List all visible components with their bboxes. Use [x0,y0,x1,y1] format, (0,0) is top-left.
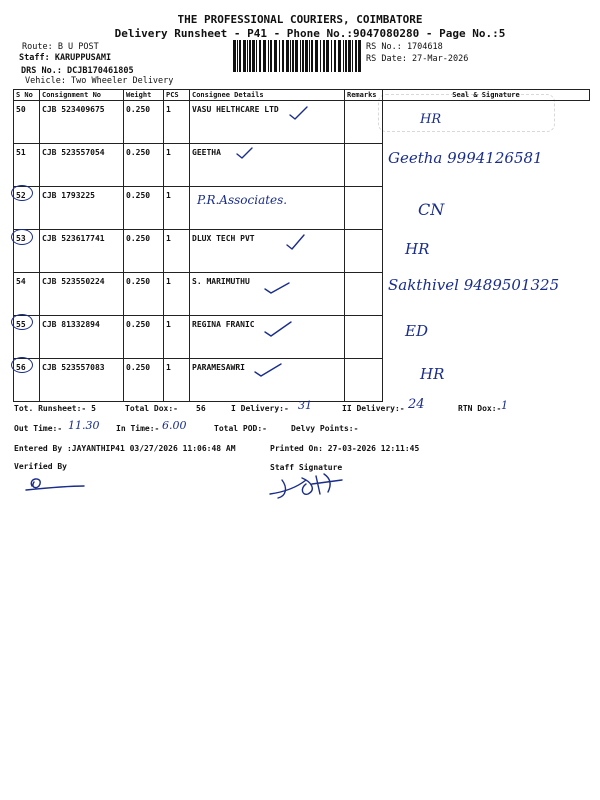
pcs-cell: 1 [164,230,190,273]
sno-cell: 56 [14,359,40,402]
handwritten-consignee: P.R.Associates. [197,193,288,207]
consignment-cell: CJB 523557083 [40,359,124,402]
rtn-dox-label: RTN Dox:- [458,404,502,413]
consignment-cell: CJB 523617741 [40,230,124,273]
sno-cell: 54 [14,273,40,316]
consignee-cell: PARAMESAWRI [190,359,345,402]
drs-number: DRS No.: DCJB170461805 [21,66,134,76]
runsheet-title: Delivery Runsheet - P41 - Phone No.:9047080280 - Page No.:5 [114,27,506,40]
col-signature: Seal & Signature [383,90,590,101]
total-pod-label: Total POD:- [214,424,267,433]
pcs-cell: 1 [164,316,190,359]
verified-by-label: Verified By [14,462,67,471]
pcs-cell: 1 [164,101,190,144]
weight-cell: 0.250 [124,187,164,230]
staff-label: Staff: KARUPPUSAMI [19,53,112,63]
tick-mark-row-51 [237,148,252,158]
col-remarks: Remarks [345,90,383,101]
col-pcs: PCS [164,90,190,101]
consignment-cell: CJB 523557054 [40,144,124,187]
delvy-points-label: Delvy Points:- [291,424,359,433]
pcs-cell: 1 [164,187,190,230]
consignee-cell: REGINA FRANIC [190,316,345,359]
consignee-cell: GEETHA [190,144,345,187]
sno-cell: 52 [14,187,40,230]
weight-cell: 0.250 [124,316,164,359]
weight-cell: 0.250 [124,101,164,144]
tick-mark-row-54 [265,283,289,293]
entered-by: Entered By :JAYANTHIP41 03/27/2026 11:06:48 AM [14,444,236,453]
total-runsheet: Tot. Runsheet:- 5 [14,404,96,413]
i-delivery-label: I Delivery:- [231,404,289,413]
company-name: THE PROFESSIONAL COURIERS, COIMBATORE [177,13,423,26]
consignment-cell: CJB 1793225 [40,187,124,230]
signature-row-55: ED [405,322,428,340]
rs-date: RS Date: 27-Mar-2026 [366,54,469,64]
col-consignment: Consignment No [40,90,124,101]
col-weight: Weight [124,90,164,101]
in-time-value: 6.00 [162,419,187,432]
ii-delivery-value: 24 [408,397,425,412]
sno-cell: 53 [14,230,40,273]
weight-cell: 0.250 [124,273,164,316]
signature-row-53: HR [405,240,430,258]
rs-number: RS No.: 1704618 [366,42,443,52]
signature-row-56: HR [420,365,445,383]
in-time-label: In Time:- [116,424,160,433]
tick-mark-row-50 [290,107,307,119]
i-delivery-value: 31 [298,399,312,412]
total-dox-label: Total Dox:- [125,404,178,413]
consignee-cell: S. MARIMUTHU [190,273,345,316]
signature-row-52: CN [418,200,445,219]
signature-row-50: HR [420,112,442,127]
tick-mark-row-55 [265,322,291,336]
printed-on: Printed On: 27-03-2026 12:11:45 [270,444,420,453]
pcs-cell: 1 [164,359,190,402]
out-time-label: Out Time:- [14,424,63,433]
weight-cell: 0.250 [124,144,164,187]
staff-signature-scribble [262,470,362,502]
staff-signature-label: Staff Signature [270,463,343,472]
pcs-cell: 1 [164,273,190,316]
sno-cell: 50 [14,101,40,144]
sno-cell: 51 [14,144,40,187]
total-dox-value: 56 [196,404,206,413]
ii-delivery-label: II Delivery:- [342,404,405,413]
tick-mark-row-56 [255,364,281,376]
signature-row-54: Sakthivel 9489501325 [388,276,560,294]
signature-row-51: Geetha 9994126581 [388,149,543,167]
consignment-cell: CJB 523409675 [40,101,124,144]
vehicle-label: Vehicle: Two Wheeler Delivery [25,76,174,86]
consignment-cell: CJB 523550224 [40,273,124,316]
verified-signature-scribble [20,472,100,496]
weight-cell: 0.250 [124,359,164,402]
col-consignee: Consignee Details [190,90,345,101]
rtn-dox-value: 1 [501,399,508,412]
route-label: Route: B U POST [22,42,99,52]
consignee-cell: DLUX TECH PVT [190,230,345,273]
tick-mark-row-53 [287,235,304,249]
sno-cell: 55 [14,316,40,359]
consignee-cell: VASU HELTHCARE LTD [190,101,345,144]
pcs-cell: 1 [164,144,190,187]
out-time-value: 11.30 [68,419,100,432]
col-sno: S No [14,90,40,101]
weight-cell: 0.250 [124,230,164,273]
consignment-cell: CJB 81332894 [40,316,124,359]
